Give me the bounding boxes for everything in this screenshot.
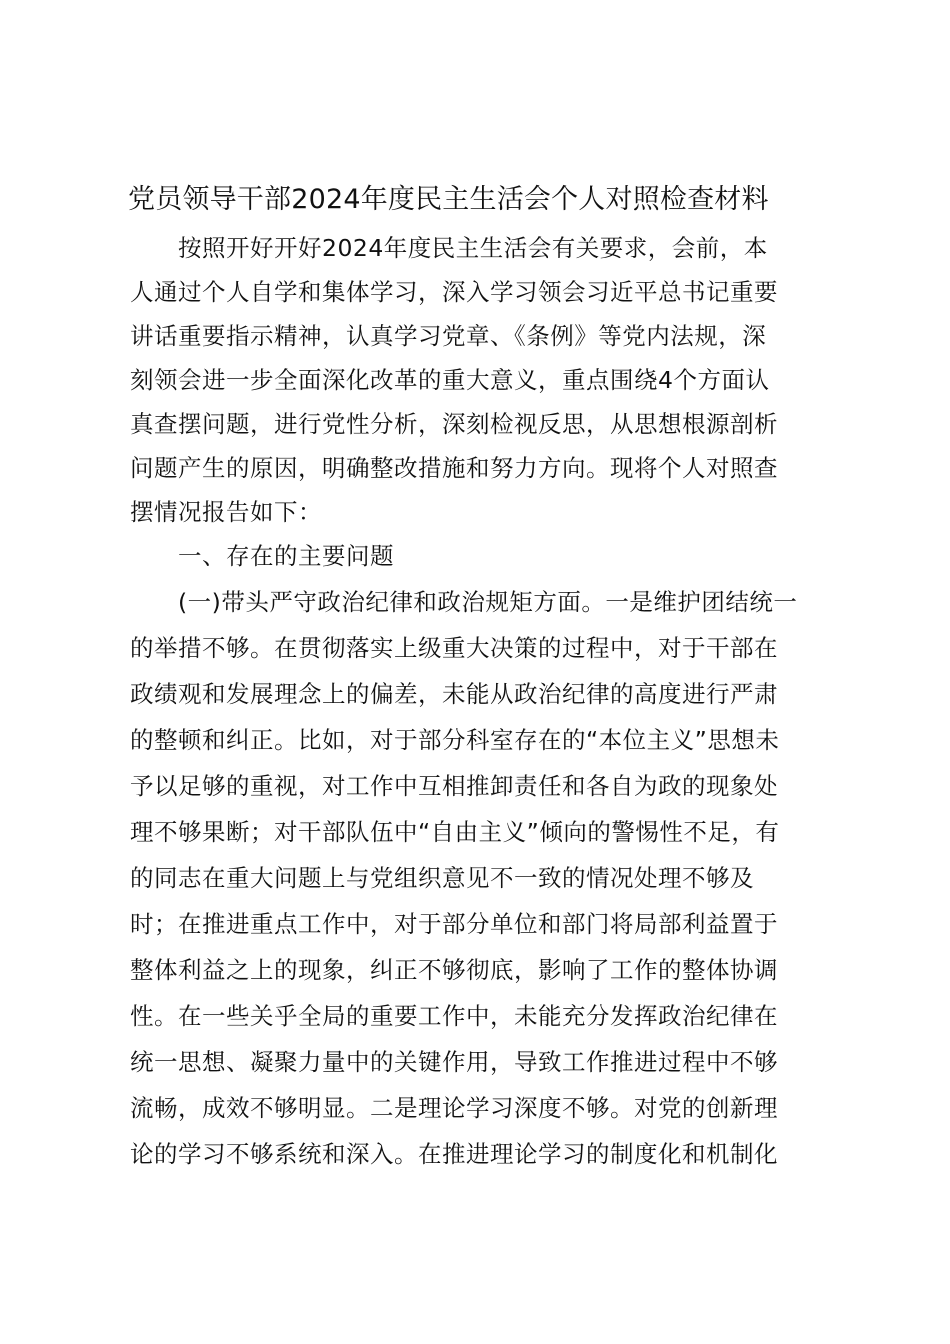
paragraph-line: 的整顿和纠正。比如，对于部分科室存在的“本位主义”思想未 [130, 726, 780, 754]
paragraph-line: 政绩观和发展理念上的偏差，未能从政治纪律的高度进行严肃 [130, 680, 778, 708]
paragraph-line: 刻领会进一步全面深化改革的重大意义，重点围绕4个方面认 [130, 366, 770, 394]
paragraph-line: 性。在一些关乎全局的重要工作中，未能充分发挥政治纪律在 [130, 1002, 778, 1030]
section-heading: 一、存在的主要问题 [130, 542, 394, 570]
paragraph-line: 论的学习不够系统和深入。在推进理论学习的制度化和机制化 [130, 1140, 778, 1168]
paragraph-line: 按照开好开好2024年度民主生活会有关要求，会前，本 [130, 234, 768, 262]
document-title: 党员领导干部2024年度民主生活会个人对照检查材料 [128, 184, 769, 215]
paragraph-line: 人通过个人自学和集体学习，深入学习领会习近平总书记重要 [130, 278, 778, 306]
paragraph-line: 时；在推进重点工作中，对于部分单位和部门将局部利益置于 [130, 910, 778, 938]
paragraph-line: 予以足够的重视，对工作中互相推卸责任和各自为政的现象处 [130, 772, 778, 800]
paragraph-line: 的同志在重大问题上与党组织意见不一致的情况处理不够及 [130, 864, 754, 892]
paragraph-line: 真查摆问题，进行党性分析，深刻检视反思，从思想根源剖析 [130, 410, 778, 438]
paragraph-line: (一)带头严守政治纪律和政治规矩方面。一是维护团结统一 [130, 588, 798, 616]
paragraph-line: 的举措不够。在贯彻落实上级重大决策的过程中，对于干部在 [130, 634, 778, 662]
paragraph-line: 整体利益之上的现象，纠正不够彻底，影响了工作的整体协调 [130, 956, 778, 984]
paragraph-line: 统一思想、凝聚力量中的关键作用，导致工作推进过程中不够 [130, 1048, 778, 1076]
paragraph-line: 讲话重要指示精神，认真学习党章、《条例》等党内法规，深 [130, 322, 767, 350]
paragraph-line: 问题产生的原因，明确整改措施和努力方向。现将个人对照查 [130, 454, 778, 482]
paragraph-line: 理不够果断；对干部队伍中“自由主义”倾向的警惕性不足，有 [130, 818, 780, 846]
paragraph-line: 流畅，成效不够明显。二是理论学习深度不够。对党的创新理 [130, 1094, 778, 1122]
paragraph-line: 摆情况报告如下： [130, 498, 322, 526]
